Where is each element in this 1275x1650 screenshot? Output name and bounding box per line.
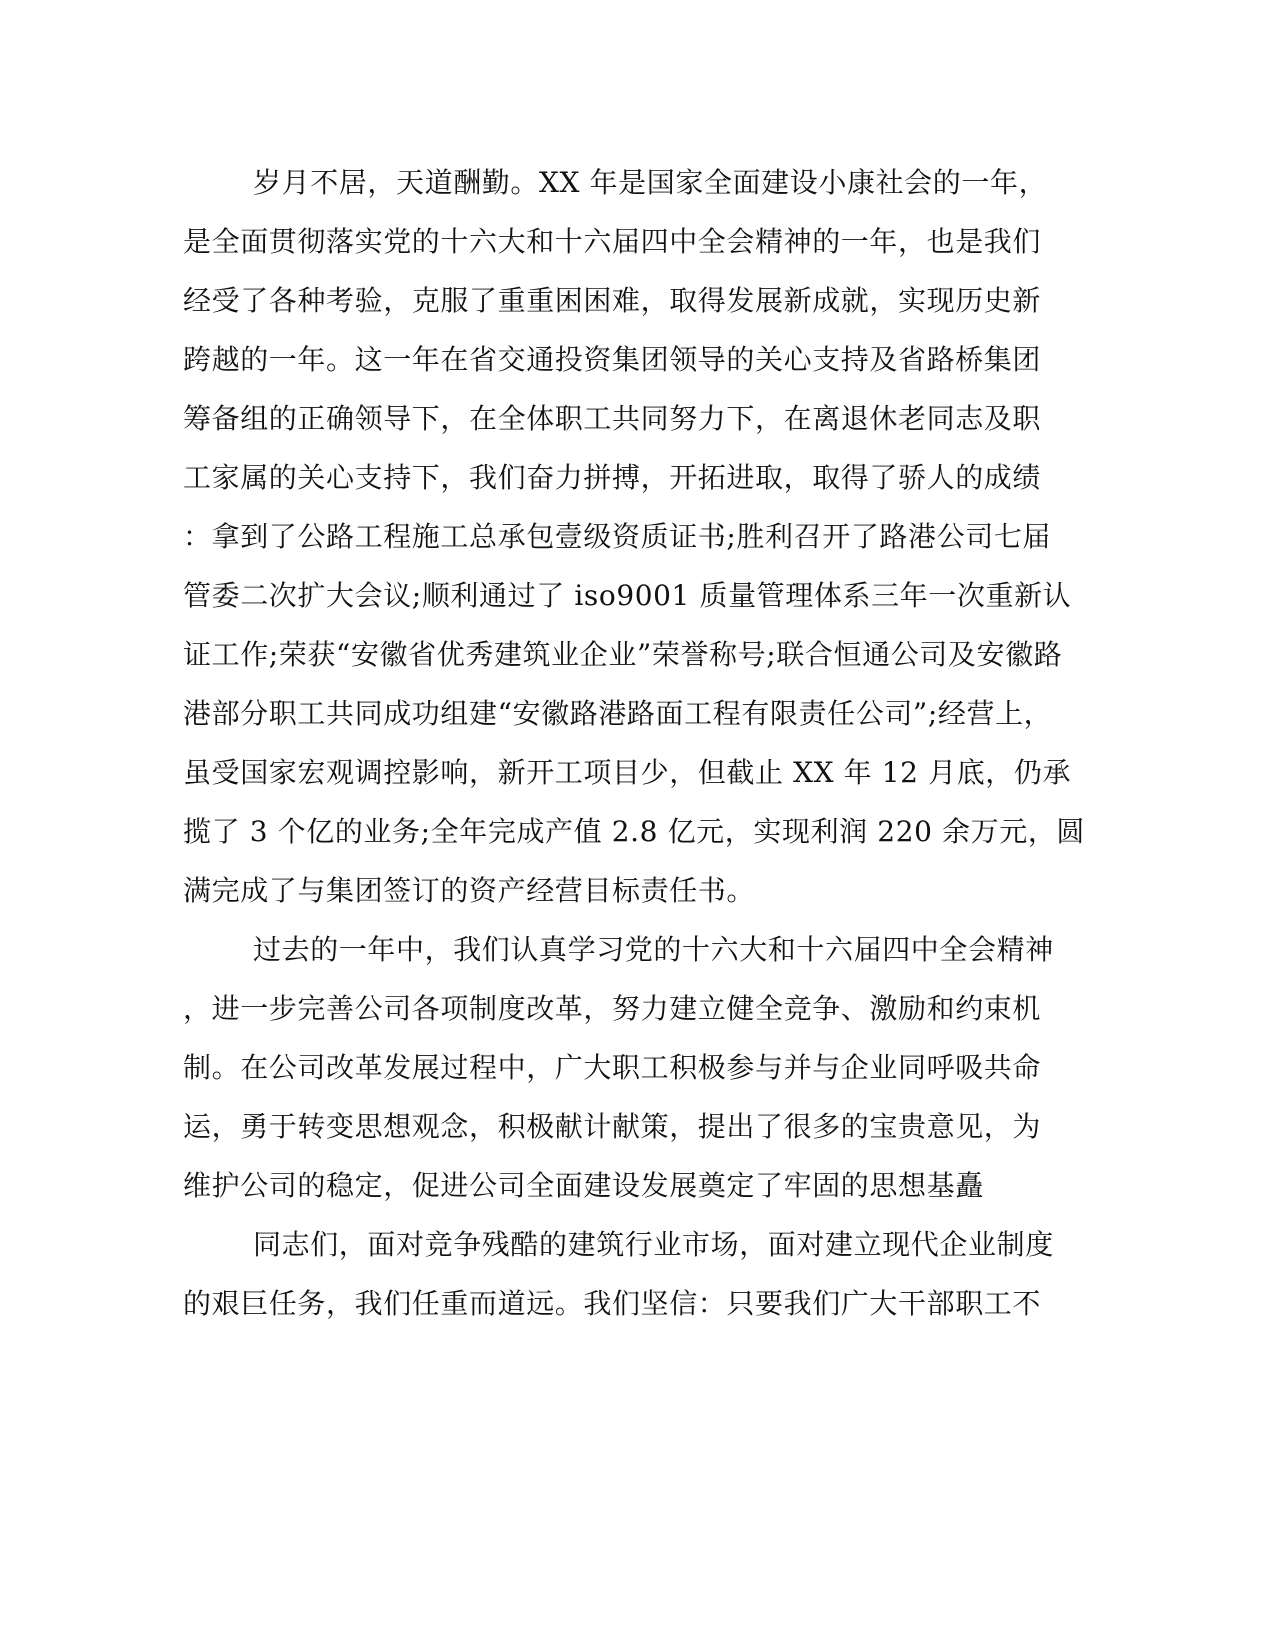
text-line: ，进一步完善公司各项制度改革，努力建立健全竞争、激励和约束机	[183, 992, 1042, 1025]
text-line: 的艰巨任务，我们任重而道远。我们坚信：只要我们广大干部职工不	[183, 1287, 1042, 1320]
text-line: 筹备组的正确领导下，在全体职工共同努力下，在离退休老同志及职	[183, 402, 1042, 435]
text-line: 是全面贯彻落实党的十六大和十六届四中全会精神的一年，也是我们	[183, 225, 1042, 258]
text-line: 维护公司的稳定，促进公司全面建设发展奠定了牢固的思想基矗	[183, 1169, 984, 1202]
text-line: 港部分职工共同成功组建“安徽路港路面工程有限责任公司”;经营上，	[183, 697, 1053, 730]
text-line: 跨越的一年。这一年在省交通投资集团领导的关心支持及省路桥集团	[183, 343, 1042, 376]
text-line: 揽了 3 个亿的业务;全年完成产值 2.8 亿元，实现利润 220 余万元，圆	[183, 815, 1086, 848]
text-line: 运，勇于转变思想观念，积极献计献策，提出了很多的宝贵意见，为	[183, 1110, 1042, 1143]
text-line: 证工作;荣获“安徽省优秀建筑业企业”荣誉称号;联合恒通公司及安徽路	[183, 638, 1063, 671]
text-line: 经受了各种考验，克服了重重困困难，取得发展新成就，实现历史新	[183, 284, 1042, 317]
text-line: 制。在公司改革发展过程中，广大职工积极参与并与企业同呼吸共命	[183, 1051, 1042, 1084]
text-line: 满完成了与集团签订的资产经营目标责任书。	[183, 874, 756, 907]
text-line: 岁月不居，天道酬勤。XX 年是国家全面建设小康社会的一年，	[253, 166, 1048, 199]
text-line: 管委二次扩大会议;顺利通过了 iso9001 质量管理体系三年一次重新认	[183, 579, 1072, 612]
text-line: 工家属的关心支持下，我们奋力拼搏，开拓进取，取得了骄人的成绩	[183, 461, 1042, 494]
text-line: 过去的一年中，我们认真学习党的十六大和十六届四中全会精神	[253, 933, 1054, 966]
text-line: 同志们，面对竞争残酷的建筑行业市场，面对建立现代企业制度	[253, 1228, 1054, 1261]
text-line: ：拿到了公路工程施工总承包壹级资质证书;胜利召开了路港公司七届	[183, 520, 1052, 553]
text-line: 虽受国家宏观调控影响，新开工项目少，但截止 XX 年 12 月底，仍承	[183, 756, 1072, 789]
